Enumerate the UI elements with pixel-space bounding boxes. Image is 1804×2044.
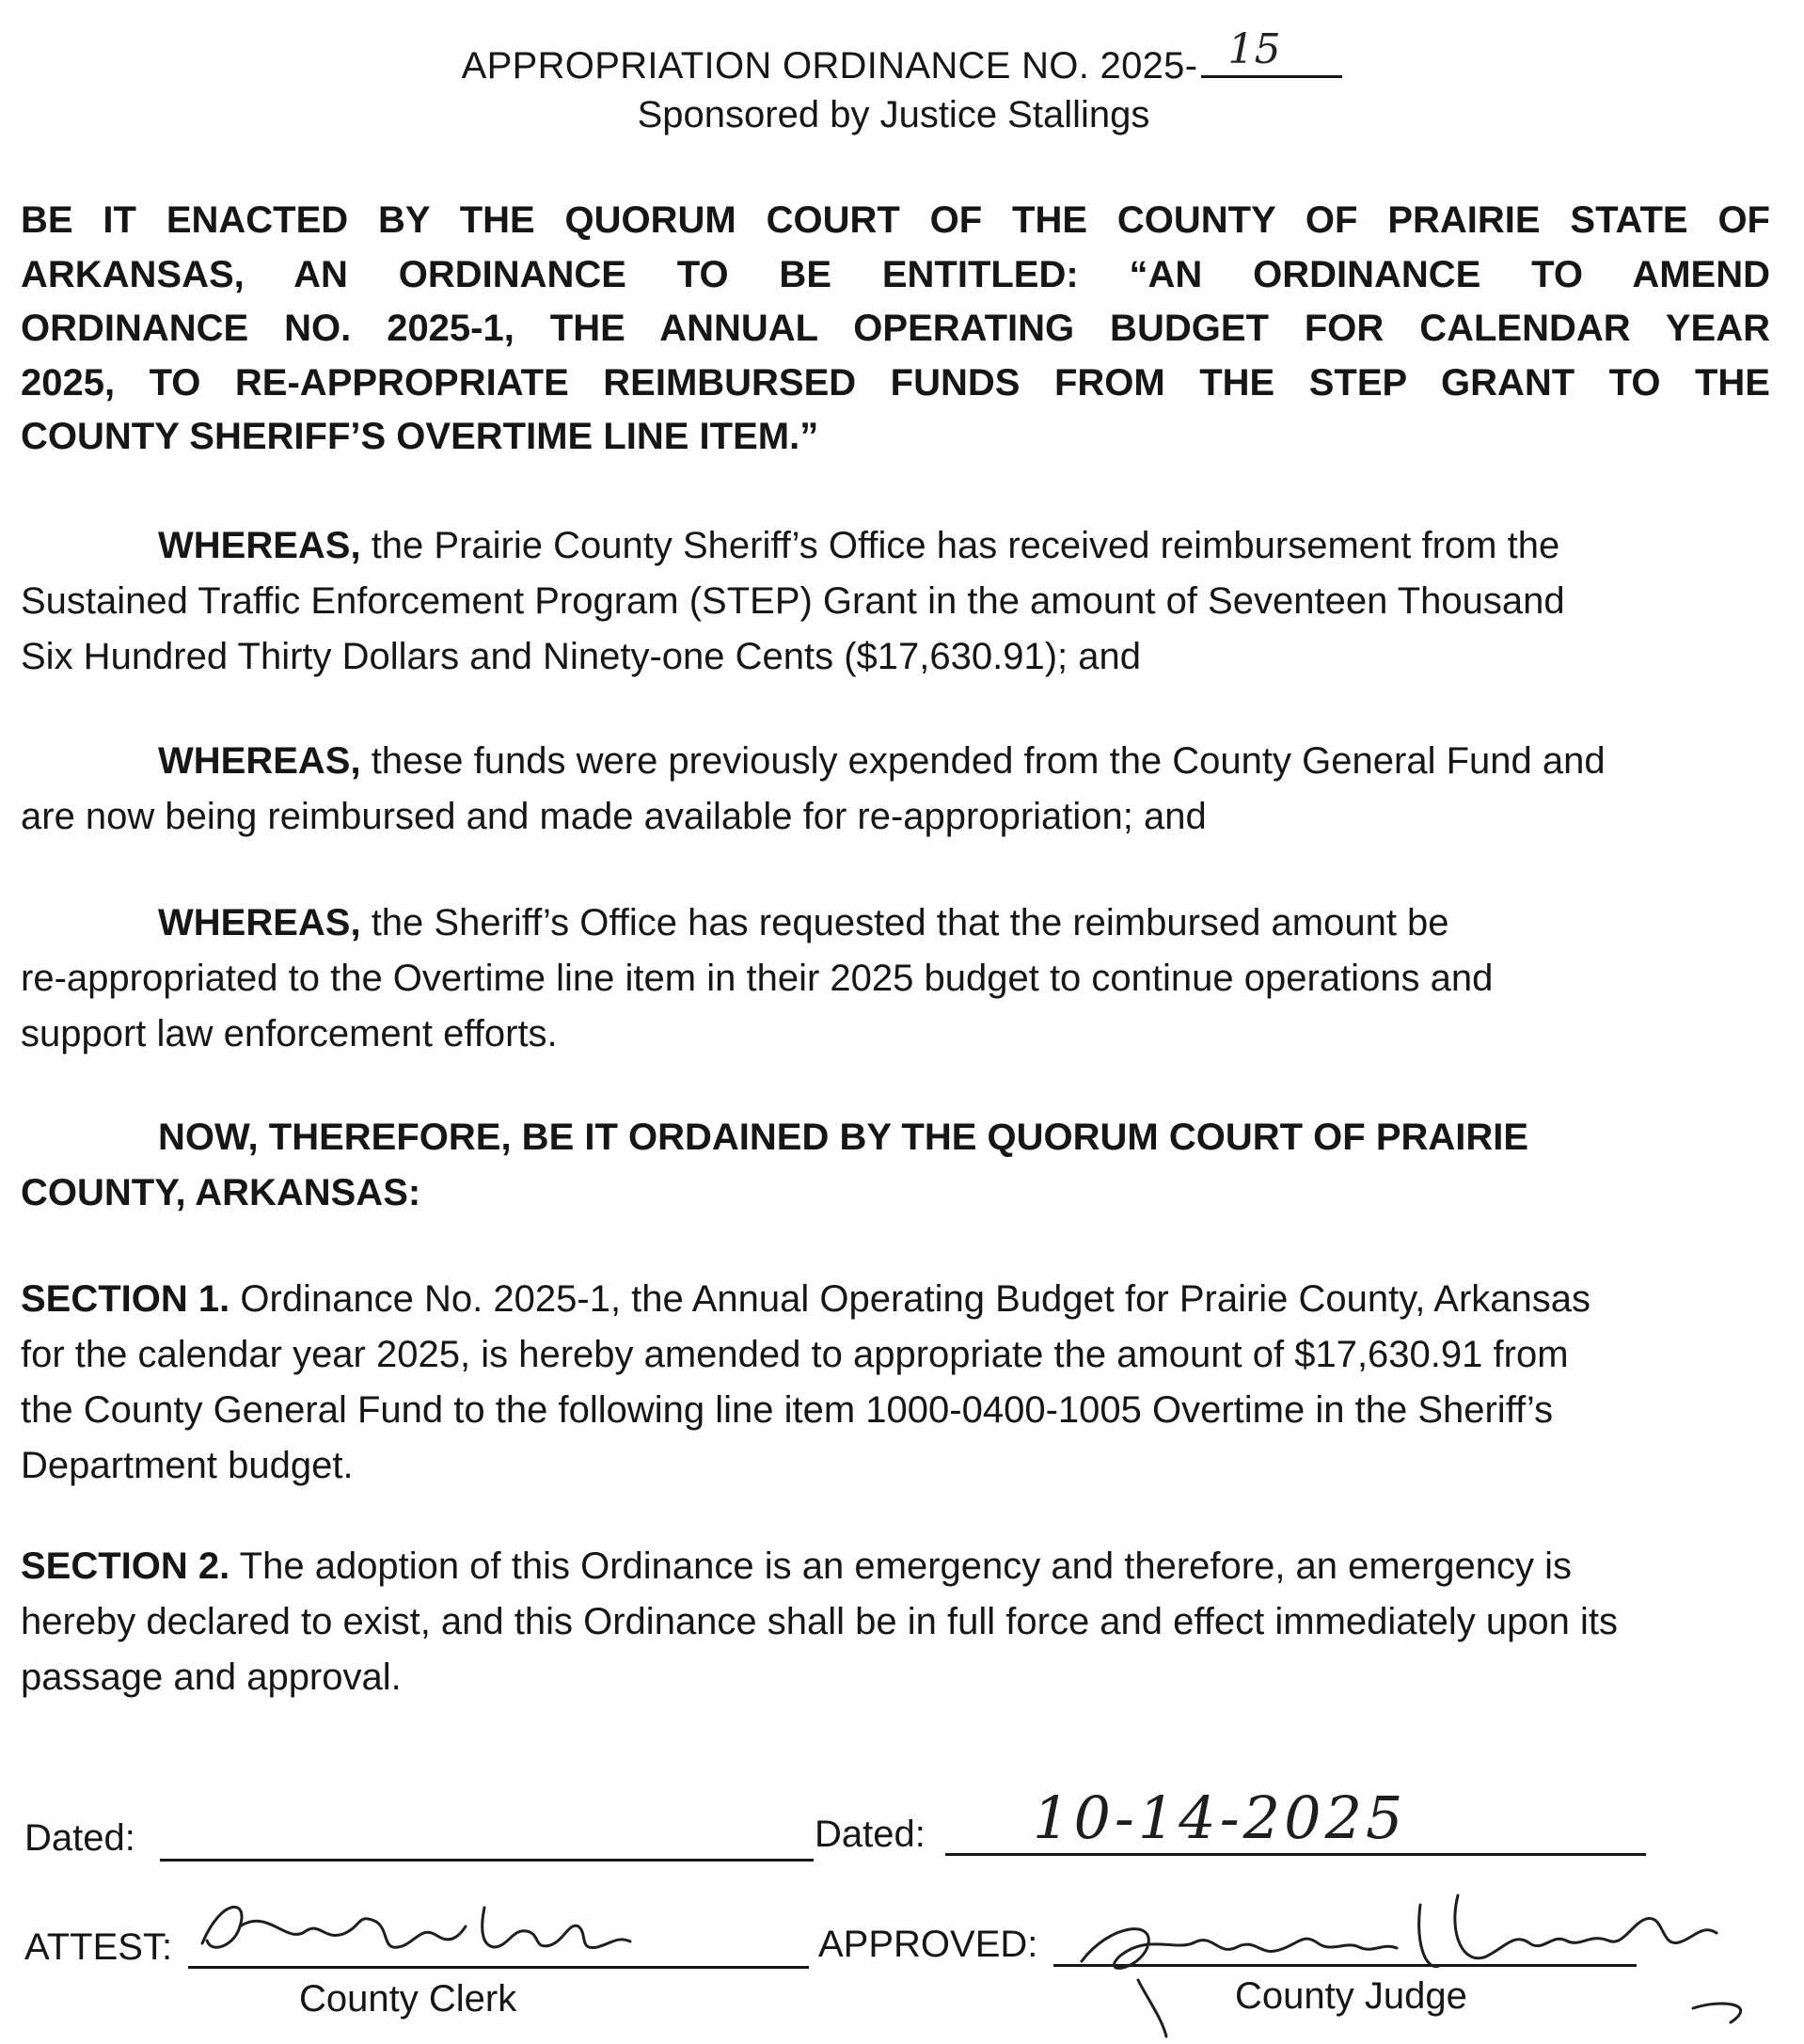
section-text: passage and approval. [21,1656,402,1698]
dated-right-handwritten: 10-14-2025 [1033,1783,1407,1852]
section-text: The adoption of this Ordinance is an emergency and therefore, an emergency is [229,1545,1573,1587]
whereas-text: support law enforcement efforts. [21,1013,558,1054]
whereas-paragraph-2 [21,734,1789,845]
whereas-text: re-appropriated to the Overtime line item in their 2025 budget to continue operations and [21,958,1494,999]
enactment-line: ORDINANCE NO. 2025-1, THE ANNUAL OPERATING BUDGET FOR CALENDAR YEAR [21,308,1770,349]
section-text: Ordinance No. 2025-1, the Annual Operating Budget for Prairie County, Arkansas [229,1278,1591,1320]
section-text: for the calendar year 2025, is hereby amended to appropriate the amount of $17,630.91 from [21,1334,1569,1375]
enactment-line: 2025, TO RE-APPROPRIATE REIMBURSED FUNDS FROM THE STEP GRANT TO THE [21,361,1770,404]
approved-role: County Judge [1235,1975,1467,2017]
dated-left-label: Dated: [24,1817,135,1859]
whereas-lead: WHEREAS, [158,525,361,566]
section-label: SECTION 1. [21,1278,230,1320]
ordinance-number-handwritten: 15 [1227,25,1281,73]
whereas-text: the Prairie County Sheriff’s Office has received reimbursement from the [360,525,1560,566]
whereas-text: Sustained Traffic Enforcement Program (STEP) Grant in the amount of Seventeen Thousand [21,580,1565,622]
enactment-line: COUNTY SHERIFF’S OVERTIME LINE ITEM.” [21,416,819,457]
ordinance-title [0,25,1804,87]
ordained-line: COUNTY, ARKANSAS: [21,1172,421,1213]
dated-right-label: Dated: [815,1814,926,1855]
whereas-lead: WHEREAS, [158,740,361,782]
ordinance-title-prefix: APPROPRIATION ORDINANCE NO. 2025- [461,45,1198,87]
whereas-paragraph-1 [21,518,1789,685]
enactment-line: BE IT ENACTED BY THE QUORUM COURT OF THE COUNTY OF PRAIRIE STATE OF [21,199,1770,241]
county-clerk-signature [183,1889,654,1973]
ordained-clause [21,1110,1789,1221]
attest-label: ATTEST: [24,1926,173,1968]
whereas-text: these funds were previously expended from the County General Fund and [360,740,1606,782]
whereas-lead: WHEREAS, [158,902,361,943]
whereas-text: Six Hundred Thirty Dollars and Ninety-one Cents ($17,630.91); and [21,636,1142,677]
sponsor-line: Sponsored by Justice Stallings [637,94,1150,135]
section-text: hereby declared to exist, and this Ordinance shall be in full force and effect immediately upon its [21,1601,1618,1642]
ordinance-number-blank [1201,25,1342,78]
approved-label: APPROVED: [818,1924,1038,1965]
section-text: Department budget. [21,1445,354,1486]
attest-role: County Clerk [299,1978,517,2020]
whereas-text: the Sheriff’s Office has requested that the reimbursed amount be [360,902,1449,943]
section-label: SECTION 2. [21,1545,230,1587]
section-text: the County General Fund to the following line item 1000-0400-1005 Overtime in the Sheriff’s [21,1389,1554,1431]
dated-left-line [160,1859,814,1862]
section-1 [21,1272,1789,1494]
whereas-paragraph-3 [21,895,1789,1062]
section-2 [21,1539,1789,1705]
enactment-line: ARKANSAS, AN ORDINANCE TO BE ENTITLED: “AN ORDINANCE TO AMEND [21,253,1770,295]
ordained-line: NOW, THEREFORE, BE IT ORDAINED BY THE QUORUM COURT OF PRAIRIE [158,1117,1529,1158]
whereas-text: are now being reimbursed and made available for re-appropriation; and [21,796,1207,837]
enactment-clause [21,194,1770,465]
dated-right-line [945,1853,1646,1856]
